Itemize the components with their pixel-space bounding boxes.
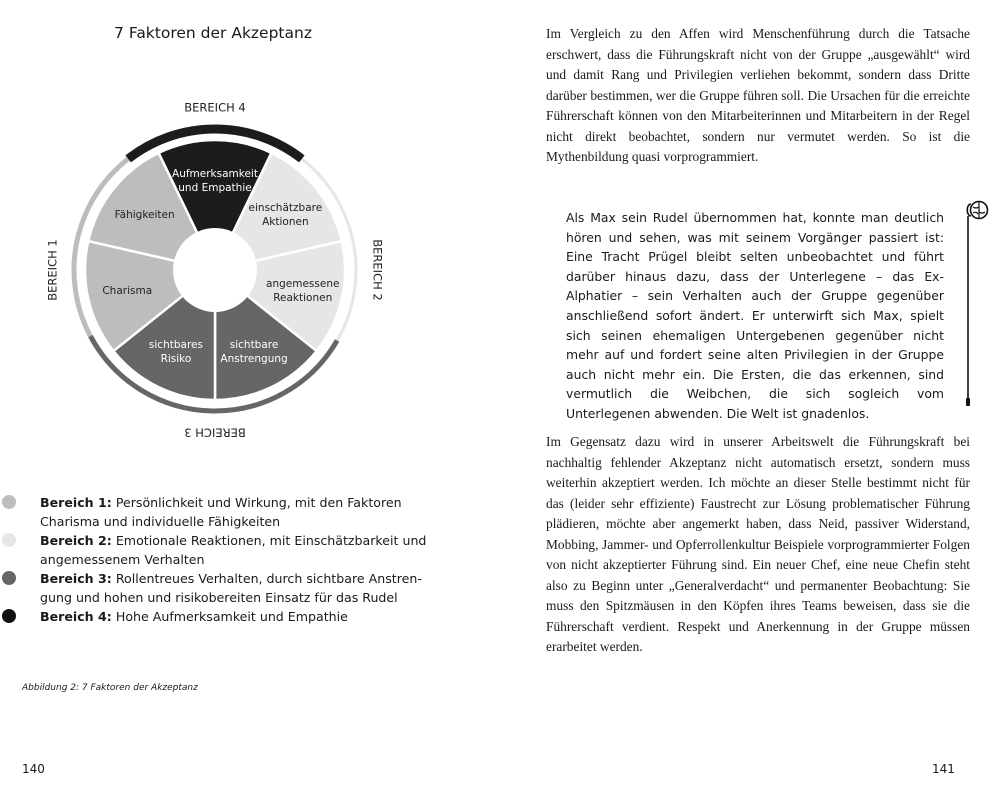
- area-label-3: BEREICH 3: [184, 425, 246, 440]
- legend-text: Persönlichkeit und Wirkung, mit den Faktoren Charisma und individuelle Fähigkeiten: [40, 495, 402, 529]
- legend-item-bereich-3: [0, 569, 430, 607]
- wheel-slice-label: und Empathie: [178, 182, 252, 194]
- wheel-slice-label: angemessene: [266, 278, 340, 291]
- area-label-1: BEREICH 1: [45, 239, 60, 301]
- legend-text: Rollentreues Verhalten, durch sichtbare Anstrengung und hohen und risikobereiten Einsatz für das Rudel: [40, 571, 422, 605]
- page-number-left: 140: [22, 762, 45, 776]
- page-number-right: 141: [932, 762, 955, 776]
- wheel-slice-label: Aktionen: [262, 215, 309, 228]
- wheel-slice-label: sichtbare: [229, 339, 279, 352]
- area-label-2: BEREICH 2: [370, 239, 385, 301]
- legend-text: Hohe Aufmerksamkeit und Empathie: [115, 609, 348, 624]
- legend-item-bereich-4: [0, 607, 430, 626]
- wheel-slice-label: Anstrengung: [220, 353, 288, 366]
- legend-dot-bereich-4: [2, 609, 16, 623]
- area-label-4: BEREICH 4: [184, 100, 246, 115]
- legend-item-bereich-2: [0, 531, 430, 569]
- acceptance-wheel-diagram: [0, 0, 430, 480]
- wheel-slice-label: Fähigkeiten: [114, 208, 175, 221]
- figure-title: 7 Faktoren der Akzeptanz: [114, 24, 312, 42]
- wheel-slice-label: Risiko: [160, 353, 192, 366]
- body-paragraph-1: Im Vergleich zu den Affen wird Menschenführung durch die Tatsache erschwert, dass die Führungskraft nicht von der Gruppe „ausgewählt“ wird und damit Rang und Privilegien verliehen bekommt, sondern dass Dritte darüber bestimmen, wer die Gruppe führen soll. Die Ursachen für die erreichte Führerschaft können von den Mitarbeiterinnen und Mitarbeitern in der Regel nicht direkt beobachtet, sondern nur vermutet werden. So ist die Mythenbildung quasi vorprogrammiert.: [546, 26, 970, 164]
- legend-dot-bereich-2: [2, 533, 16, 547]
- legend-label: Bereich 2:: [40, 533, 112, 548]
- example-box-text: Als Max sein Rudel übernommen hat, konnte man deutlich hören und sehen, was mit seinem Vorgänger passiert ist: Eine Tracht Prügel bleibt selten unbeobachtet und führt darüber hinaus dazu, dass der Unterlegene – das Ex-Alphatier – sein Verhalten auch der Gruppe gegenüber anschließend sofort ändert. Er unterwirft sich Max, spielt sich seinen ehemaligen Untergebenen gegenüber nicht mehr auf und fordert seine alten Privilegien in der Gruppe auch nicht mehr ein. Die Ersten, die das erkennen, sind vermutlich die Weibchen, die sich sogleich vom Unterlegenen abwenden. Die Welt ist gnadenlos.: [566, 210, 944, 421]
- wheel-slice-label: Aufmerksamkeit: [172, 168, 258, 180]
- legend-dot-bereich-3: [2, 571, 16, 585]
- legend-item-bereich-1: [0, 493, 430, 531]
- legend-label: Bereich 4:: [40, 609, 112, 624]
- legend-label: Bereich 3:: [40, 571, 112, 586]
- legend: [0, 493, 430, 626]
- legend-label: Bereich 1:: [40, 495, 112, 510]
- legend-dot-bereich-1: [2, 495, 16, 509]
- wheel-slice-label: Charisma: [102, 285, 153, 298]
- brain-icon: [966, 198, 992, 410]
- legend-text: Emotionale Reaktionen, mit Einschätzbarkeit und angemessenem Verhalten: [40, 533, 427, 567]
- wheel-center: [173, 228, 257, 312]
- figure-caption: Abbildung 2: 7 Faktoren der Akzeptanz: [22, 683, 198, 693]
- body-paragraph-2: Im Gegensatz dazu wird in unserer Arbeitswelt die Führungskraft bei nachhaltig fehlender Akzeptanz nicht automatisch ersetzt, sondern muss weiterhin akzeptiert werden. Ich möchte an dieser Stelle bestimmt nicht für das (leider sehr effiziente) Faustrecht zur Lösung problematischer Führung plädieren, möchte aber angemerkt haben, dass Neid, passiver Widerstand, Mobbing, Jammer- und Opferrollenkultur Beispiele vorprogrammierter Folgen von nicht akzeptierter Führung sind. Ein neuer Chef, eine neue Chefin steht also zu Beginn unter „Generalverdacht“ und permanenter Beobachtung: Sie muss den Spitzmäusen in den Köpfen ihres Teams beweisen, dass sie die Führerschaft verdient. Respekt und Anerkennung in der Gruppe müssen erarbeitet werden.: [546, 434, 970, 654]
- wheel-slice-label: Reaktionen: [273, 292, 333, 305]
- wheel-slice-label: einschätzbare: [248, 201, 323, 214]
- wheel-slice-label: sichtbares: [148, 339, 203, 352]
